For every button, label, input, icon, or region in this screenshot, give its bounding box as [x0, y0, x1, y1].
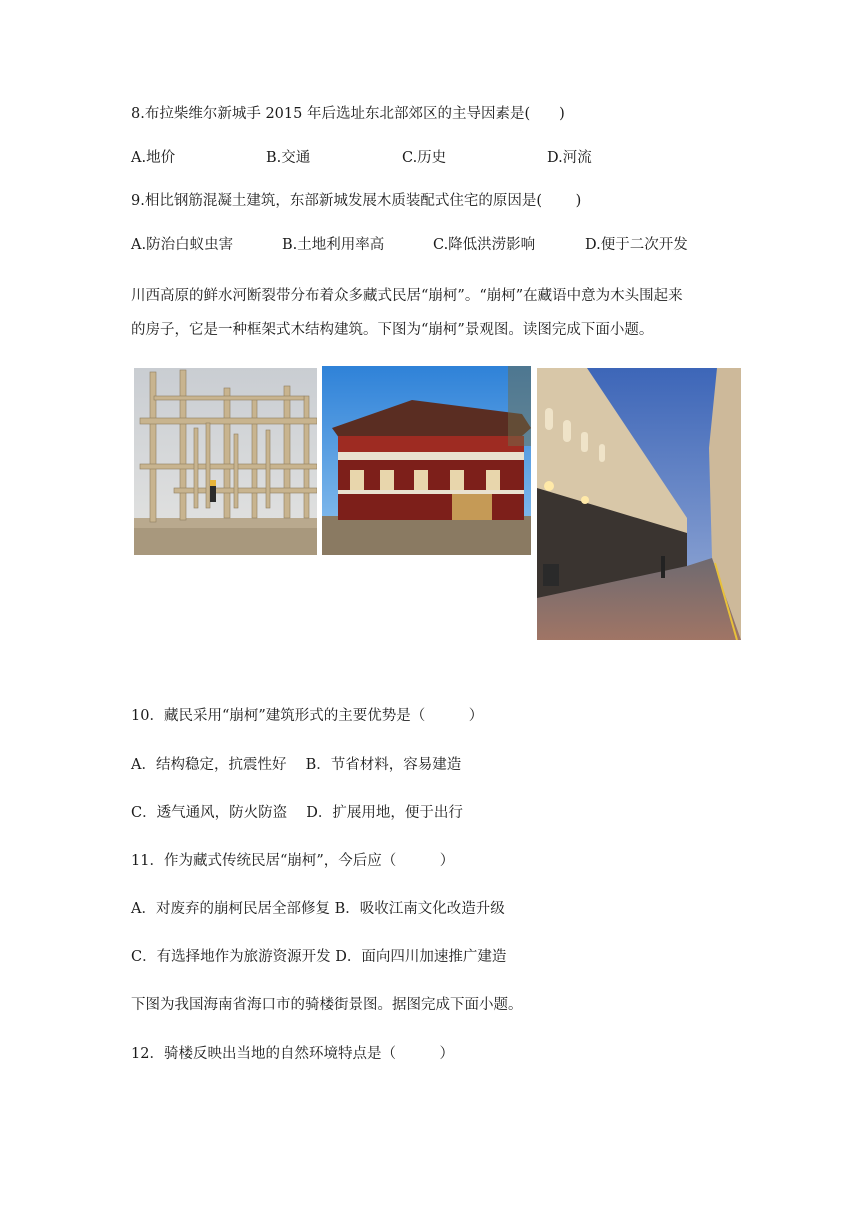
- benke-house-photo: [322, 366, 531, 555]
- question-8-stem: 8.布拉柴维尔新城手 2015 年后选址东北部郊区的主导因素是( ): [131, 106, 565, 122]
- qilou-street-photo: [537, 368, 741, 640]
- question-11-options-cd: C．有选择地作为旅游资源开发 D．面向四川加速推广建造: [131, 949, 507, 965]
- question-9-stem: 9.相比钢筋混凝土建筑，东部新城发展木质装配式住宅的原因是( ): [131, 193, 582, 209]
- question-8-option-c: C.历史: [402, 150, 447, 166]
- question-8-option-d: D.河流: [547, 150, 592, 166]
- question-9-option-c: C.降低洪涝影响: [433, 237, 536, 253]
- question-8-option-b: B.交通: [266, 150, 311, 166]
- benke-frame-photo: [134, 368, 317, 555]
- passage-qilou-intro: 下图为我国海南省海口市的骑楼街景图。据图完成下面小题。: [131, 997, 523, 1013]
- question-9-option-a: A.防治白蚁虫害: [131, 237, 234, 253]
- question-12-stem: 12．骑楼反映出当地的自然环境特点是（ ）: [131, 1046, 454, 1062]
- question-11-options-ab: A．对废弃的崩柯民居全部修复 B．吸收江南文化改造升级: [131, 901, 505, 917]
- passage-benke-line-1: 川西高原的鲜水河断裂带分布着众多藏式民居“崩柯”。“崩柯”在藏语中意为木头围起来: [131, 288, 683, 304]
- question-8-option-a: A.地价: [131, 150, 176, 166]
- question-10-options-cd: C．透气通风，防火防盗 D．扩展用地，便于出行: [131, 805, 463, 821]
- passage-benke-line-2: 的房子，它是一种框架式木结构建筑。下图为“崩柯”景观图。读图完成下面小题。: [131, 322, 654, 338]
- question-9-option-b: B.土地利用率高: [282, 237, 385, 253]
- question-11-stem: 11．作为藏式传统民居“崩柯”，今后应（ ）: [131, 853, 455, 869]
- question-9-option-d: D.便于二次开发: [585, 237, 688, 253]
- question-10-stem: 10．藏民采用“崩柯”建筑形式的主要优势是（ ）: [131, 708, 484, 724]
- question-10-options-ab: A．结构稳定，抗震性好 B．节省材料，容易建造: [131, 757, 462, 773]
